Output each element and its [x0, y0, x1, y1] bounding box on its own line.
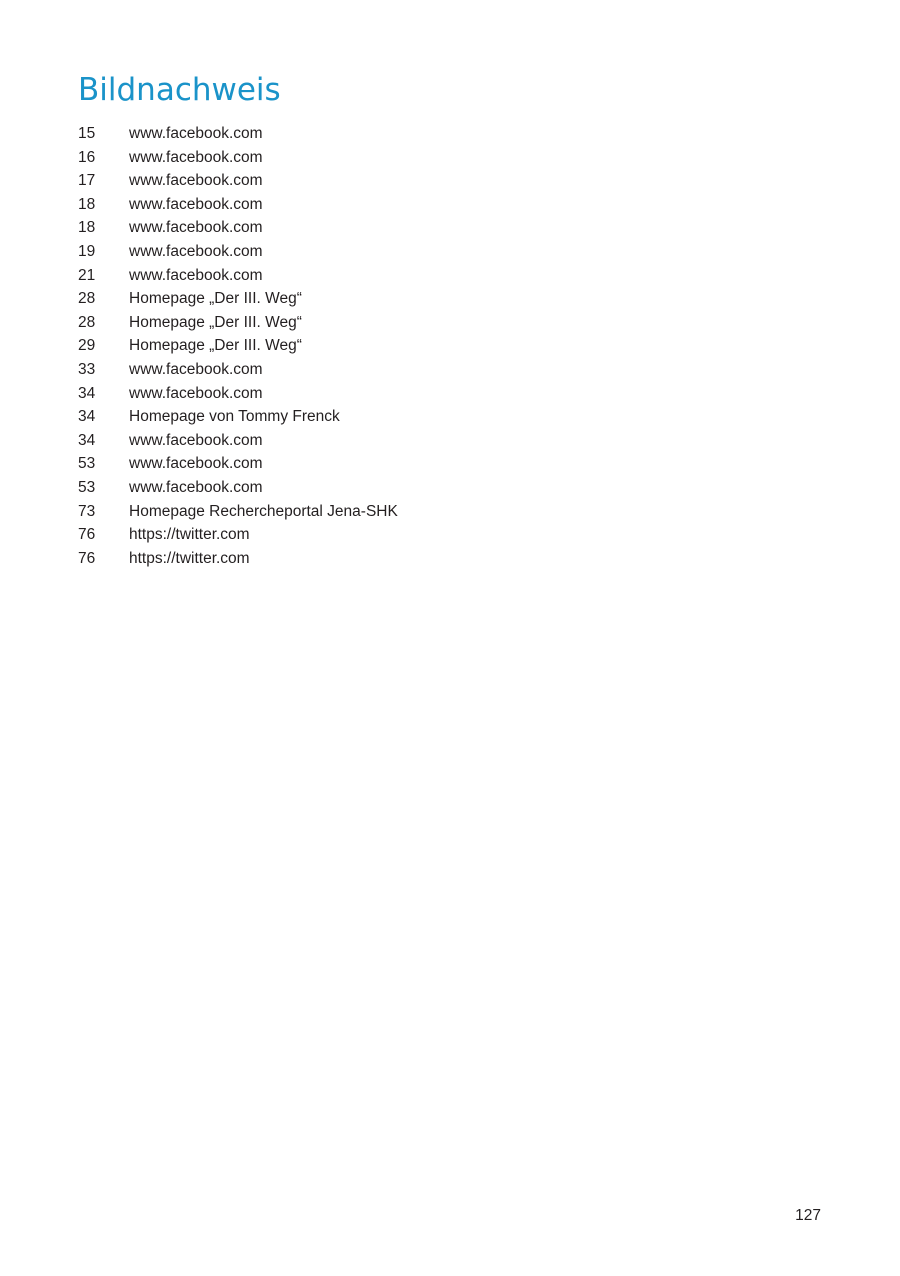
credit-row: [78, 122, 398, 146]
credit-row: [78, 429, 398, 453]
credit-source: www.facebook.com: [129, 455, 263, 473]
credit-source: https://twitter.com: [129, 526, 250, 544]
credit-source: Homepage von Tommy Frenck: [129, 408, 340, 426]
credit-row: [78, 334, 398, 358]
credit-page-number: 34: [78, 408, 96, 426]
page-title: Bildnachweis: [78, 72, 281, 108]
credit-page-number: 33: [78, 360, 96, 378]
credit-source: www.facebook.com: [129, 360, 263, 378]
credit-row: [78, 500, 398, 524]
credit-source: www.facebook.com: [129, 431, 263, 449]
credit-row: [78, 146, 398, 170]
credit-row: [78, 358, 398, 382]
credit-page-number: 34: [78, 384, 96, 402]
image-credits-list: [78, 122, 398, 570]
credit-row: [78, 169, 398, 193]
credit-page-number: 17: [78, 172, 96, 190]
credit-page-number: 18: [78, 195, 96, 213]
credit-row: [78, 405, 398, 429]
credit-page-number: 76: [78, 549, 96, 567]
credit-row: [78, 311, 398, 335]
credit-source: www.facebook.com: [129, 172, 263, 190]
credit-page-number: 15: [78, 125, 96, 142]
credit-page-number: 28: [78, 290, 96, 308]
credit-source: www.facebook.com: [129, 384, 263, 402]
credit-page-number: 29: [78, 337, 96, 355]
credit-page-number: 18: [78, 219, 96, 237]
credit-row: [78, 476, 398, 500]
credit-source: www.facebook.com: [129, 478, 263, 496]
credit-page-number: 19: [78, 242, 96, 260]
credit-page-number: 76: [78, 526, 96, 544]
credit-source: www.facebook.com: [129, 195, 263, 213]
credit-source: www.facebook.com: [129, 219, 263, 237]
credit-source: Homepage „Der III. Weg“: [129, 337, 302, 355]
credit-row: [78, 452, 398, 476]
credit-row: [78, 547, 398, 571]
credit-row: [78, 264, 398, 288]
page-number: 127: [795, 1207, 821, 1224]
credit-source: https://twitter.com: [129, 549, 250, 567]
credit-source: www.facebook.com: [129, 242, 263, 260]
credit-row: [78, 523, 398, 547]
credit-page-number: 34: [78, 431, 96, 449]
credit-row: [78, 193, 398, 217]
credit-row: [78, 287, 398, 311]
credit-source: Homepage „Der III. Weg“: [129, 313, 302, 331]
credit-page-number: 53: [78, 455, 96, 473]
credit-page-number: 16: [78, 148, 96, 166]
credit-source: www.facebook.com: [129, 148, 263, 166]
credit-page-number: 28: [78, 313, 96, 331]
credit-page-number: 53: [78, 478, 96, 496]
credit-source: Homepage „Der III. Weg“: [129, 290, 302, 308]
credit-page-number: 21: [78, 266, 96, 284]
credit-source: www.facebook.com: [129, 125, 263, 142]
credit-page-number: 73: [78, 502, 96, 520]
credit-source: Homepage Rechercheportal Jena-SHK: [129, 502, 398, 520]
credit-row: [78, 382, 398, 406]
credit-row: [78, 240, 398, 264]
credit-source: www.facebook.com: [129, 266, 263, 284]
credit-row: [78, 216, 398, 240]
